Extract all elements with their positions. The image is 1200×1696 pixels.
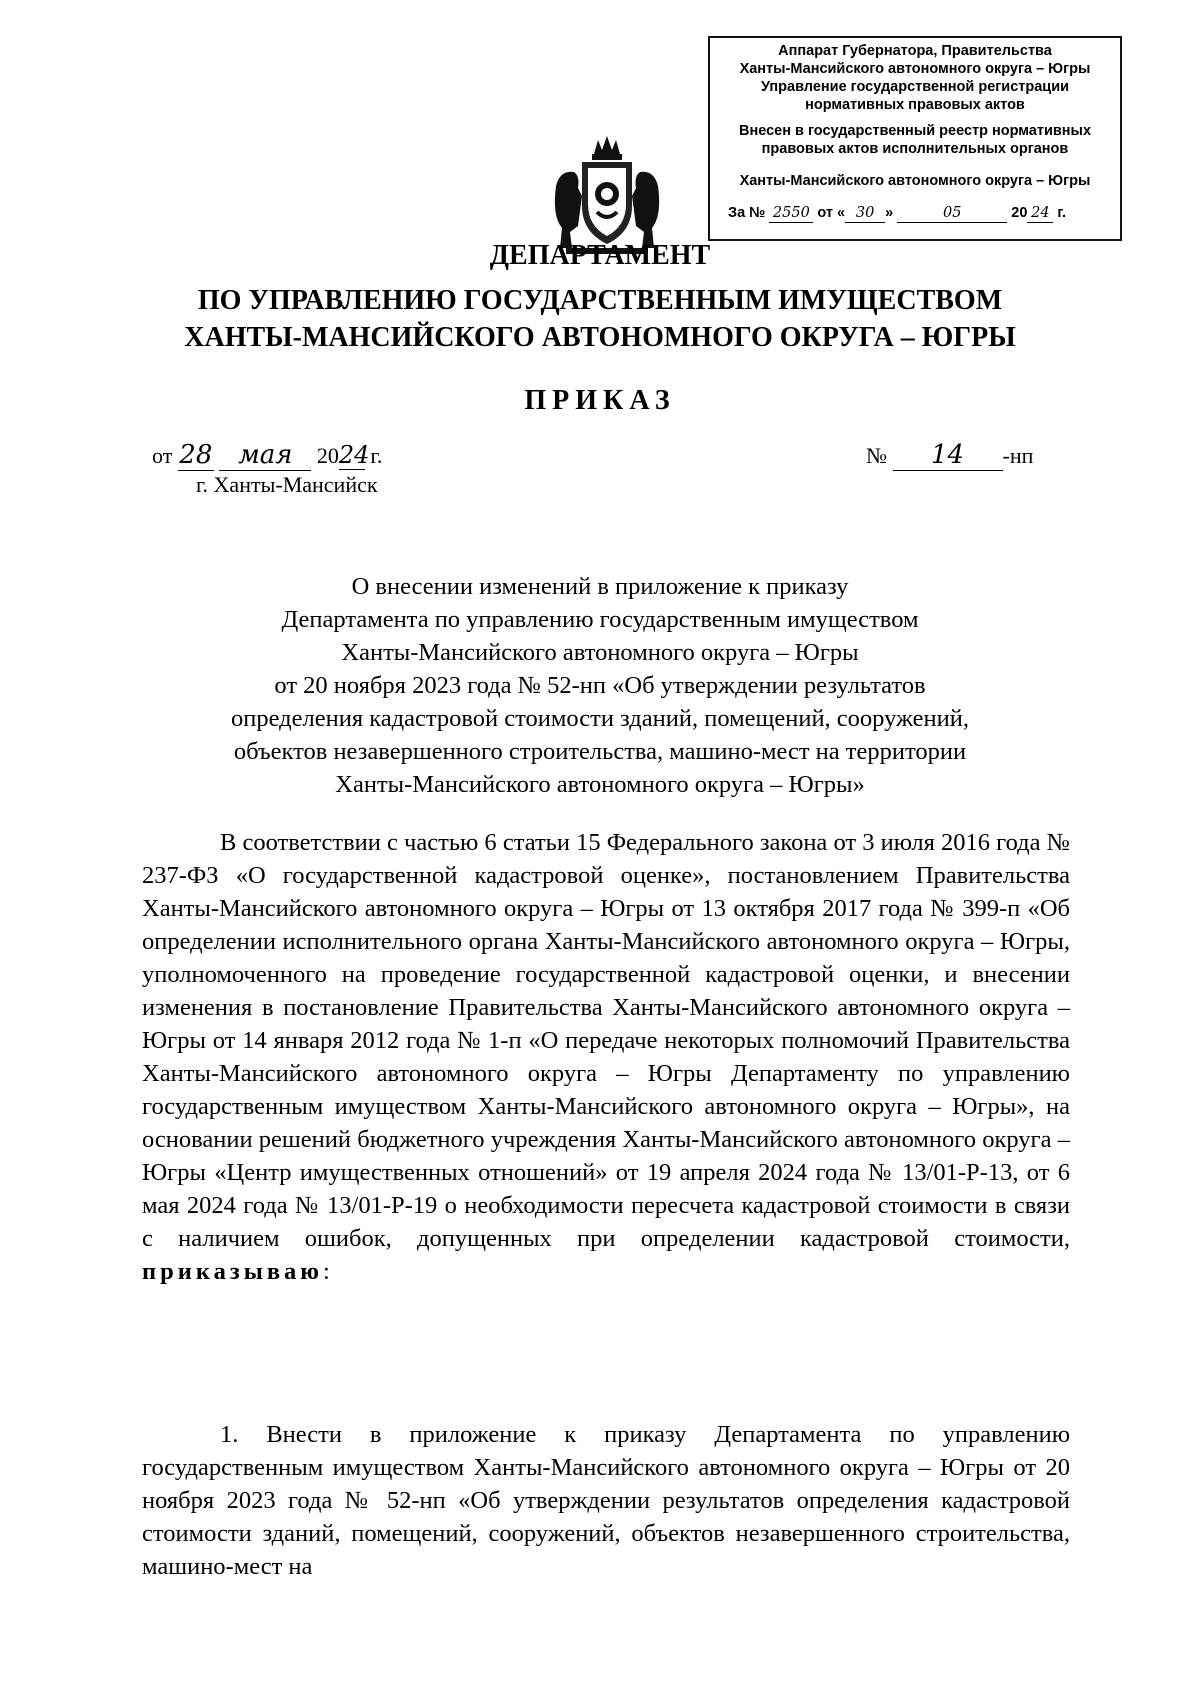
title-line: объектов незавершенного строительства, машино-мест на территории bbox=[233, 738, 967, 765]
stamp-reg-from: от « bbox=[817, 205, 846, 221]
registration-stamp bbox=[708, 36, 1122, 241]
number-value: 14 bbox=[893, 440, 1003, 471]
stamp-line: Ханты-Мансийского автономного округа – Югры bbox=[739, 173, 1091, 189]
document-type: ПРИКАЗ bbox=[524, 385, 676, 416]
order-date bbox=[152, 440, 382, 471]
department-name-line1: ДЕПАРТАМЕНТ bbox=[489, 240, 711, 271]
title-line: Ханты-Мансийского автономного округа – Югры bbox=[341, 639, 859, 666]
department-name-line2: ПО УПРАВЛЕНИЮ ГОСУДАРСТВЕННЫМ ИМУЩЕСТВОМ bbox=[197, 285, 1003, 316]
preamble-paragraph bbox=[142, 826, 1070, 1288]
stamp-registration-line bbox=[728, 204, 1120, 223]
date-month: мая bbox=[219, 440, 311, 471]
title-line: определения кадастровой стоимости зданий, помещений, сооружений, bbox=[231, 705, 969, 732]
order-city: г. Ханты-Мансийск bbox=[196, 472, 378, 497]
department-name-line3: ХАНТЫ-МАНСИЙСКОГО АВТОНОМНОГО ОКРУГА – ЮГРЫ bbox=[184, 322, 1016, 353]
stamp-line: Управление государственной регистрации bbox=[760, 79, 1070, 95]
number-prefix: № bbox=[866, 443, 887, 468]
stamp-reg-year-suffix: 24 bbox=[1027, 204, 1053, 223]
stamp-line: нормативных правовых актов bbox=[805, 97, 1025, 113]
number-suffix: -нп bbox=[1002, 443, 1034, 468]
stamp-reg-year-end: г. bbox=[1057, 205, 1067, 221]
stamp-reg-number: 2550 bbox=[769, 204, 813, 223]
order-word: приказываю bbox=[142, 1258, 324, 1285]
date-year-prefix: 20 bbox=[316, 443, 339, 468]
item1-text: 1. Внести в приложение к приказу Департамента по управлению государственным имуществом Ханты-Мансийского автономного округа – Югры от 20 ноября 2023 года № 52-нп «Об утверждении результатов определения кадастровой стоимости зданий, помещений, сооружений, объектов незавершенного строительства, машино-мест на bbox=[142, 1421, 1070, 1580]
date-suffix: г. bbox=[370, 443, 383, 468]
stamp-reg-month: 05 bbox=[897, 204, 1007, 223]
stamp-reg-close: » bbox=[885, 205, 894, 221]
document-title bbox=[150, 570, 1050, 801]
date-prefix: от bbox=[152, 443, 173, 468]
title-line: от 20 ноября 2023 года № 52-нп «Об утверждении результатов bbox=[274, 672, 926, 699]
stamp-line: Аппарат Губернатора, Правительства bbox=[778, 43, 1052, 59]
title-line: Департамента по управлению государственным имуществом bbox=[281, 606, 919, 633]
order-colon: : bbox=[323, 1258, 330, 1285]
preamble-text: В соответствии с частью 6 статьи 15 Федерального закона от 3 июля 2016 года № 237-ФЗ «О государственной кадастровой оценке», постановлением Правительства Ханты-Мансийского автономного округа – Югры от 13 октября 2017 года № 399-п «Об определении исполнительного органа Ханты-Мансийского автономного округа – Югры, уполномоченного на проведение государственной кадастровой оценки, и внесении изменения в постановление Правительства Ханты-Мансийского автономного округа – Югры от 14 января 2012 года № 1-п «О передаче некоторых полномочий Правительства Ханты-Мансийского автономного округа – Югры Департаменту по управлению государственным имуществом Ханты-Мансийского автономного округа – Югры», на основании решений бюджетного учреждения Ханты-Мансийского автономного округа – Югры «Центр имущественных отношений» от 19 апреля 2024 года № 13/01-Р-13, от 6 мая 2024 года № 13/01-Р-19 о необходимости пересчета кадастровой стоимости в связи с наличием ошибок, допущенных при определении кадастровой стоимости, bbox=[142, 829, 1070, 1252]
stamp-reg-year-prefix: 20 bbox=[1011, 205, 1028, 221]
stamp-line: Внесен в государственный реестр нормативных bbox=[738, 123, 1092, 139]
stamp-line: правовых актов исполнительных органов bbox=[761, 141, 1069, 157]
title-line: О внесении изменений в приложение к приказу bbox=[351, 573, 849, 600]
stamp-reg-prefix: За № bbox=[728, 205, 766, 221]
title-line: Ханты-Мансийского автономного округа – Югры» bbox=[335, 771, 865, 798]
stamp-reg-day: 30 bbox=[845, 204, 885, 223]
stamp-line: Ханты-Мансийского автономного округа – Югры bbox=[739, 61, 1091, 77]
order-item-1 bbox=[142, 1418, 1070, 1583]
order-number bbox=[866, 440, 1033, 471]
date-year-suffix: 24 bbox=[338, 441, 370, 469]
date-day: 28 bbox=[179, 440, 213, 470]
